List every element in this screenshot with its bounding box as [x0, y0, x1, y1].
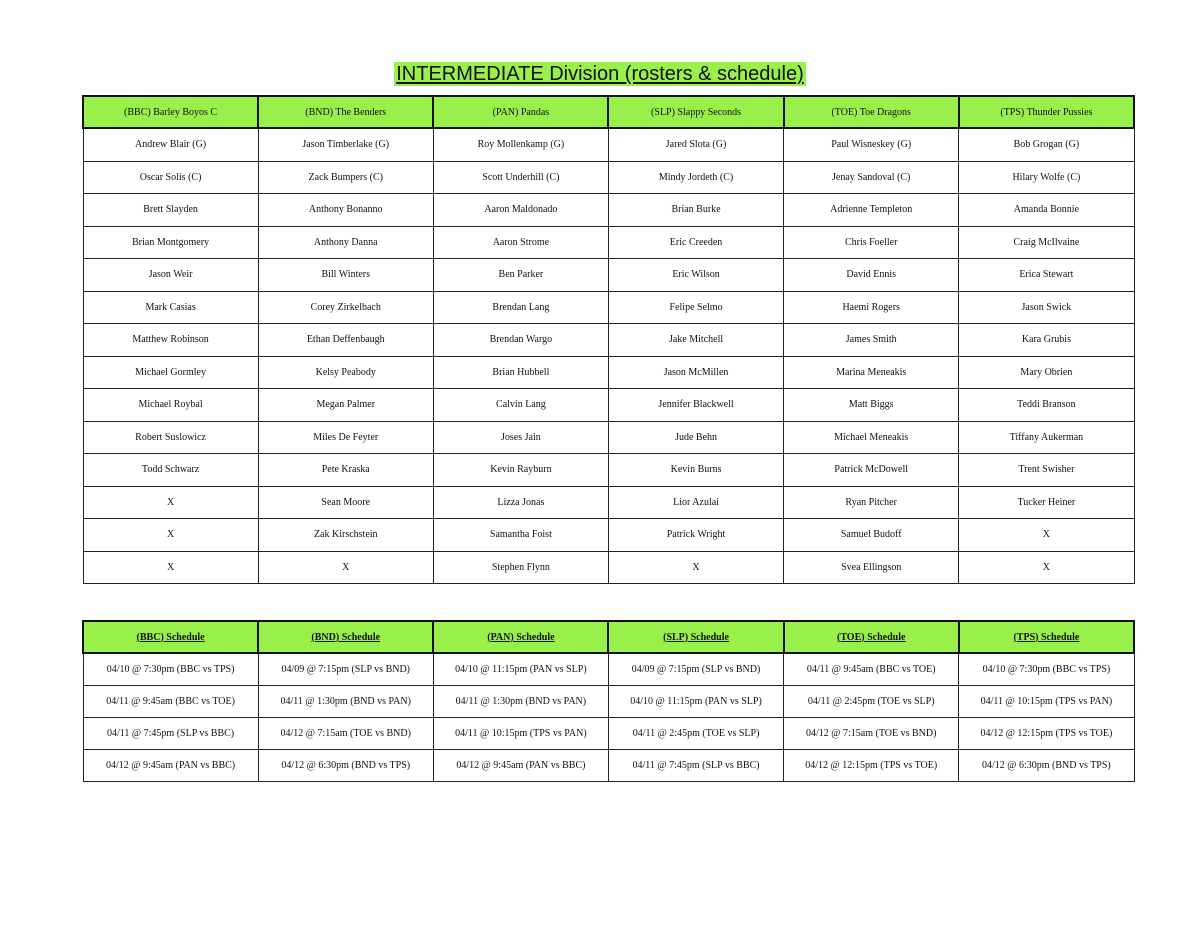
roster-cell: Brian Montgomery: [83, 226, 258, 259]
schedule-cell: 04/12 @ 9:45am (PAN vs BBC): [83, 750, 258, 782]
table-row: [83, 194, 1134, 227]
schedule-header-row: [83, 621, 1134, 653]
roster-cell: X: [608, 551, 783, 584]
schedule-cell: 04/11 @ 10:15pm (TPS vs PAN): [959, 686, 1134, 718]
roster-cell: Jenay Sandoval (C): [784, 161, 959, 194]
table-row: [83, 718, 1134, 750]
schedule-cell: 04/11 @ 2:45pm (TOE vs SLP): [784, 686, 959, 718]
schedule-cell: 04/12 @ 6:30pm (BND vs TPS): [959, 750, 1134, 782]
schedule-cell: 04/12 @ 9:45am (PAN vs BBC): [433, 750, 608, 782]
schedule-header-cell: (TPS) Schedule: [959, 621, 1134, 653]
schedule-cell: 04/11 @ 9:45am (BBC vs TOE): [784, 653, 959, 686]
schedule-cell: 04/12 @ 7:15am (TOE vs BND): [784, 718, 959, 750]
roster-cell: X: [258, 551, 433, 584]
roster-cell: Haemi Rogers: [784, 291, 959, 324]
roster-cell: Patrick Wright: [608, 519, 783, 552]
schedule-cell: 04/12 @ 6:30pm (BND vs TPS): [258, 750, 433, 782]
roster-cell: Joses Jain: [433, 421, 608, 454]
table-row: [83, 389, 1134, 422]
roster-cell: Michael Roybal: [83, 389, 258, 422]
schedule-cell: 04/11 @ 1:30pm (BND vs PAN): [433, 686, 608, 718]
roster-cell: X: [83, 551, 258, 584]
roster-cell: X: [83, 519, 258, 552]
roster-cell: James Smith: [784, 324, 959, 357]
roster-cell: Eric Wilson: [608, 259, 783, 292]
table-row: [83, 421, 1134, 454]
roster-cell: Chris Foeller: [784, 226, 959, 259]
roster-cell: Kevin Burns: [608, 454, 783, 487]
roster-cell: Michael Gormley: [83, 356, 258, 389]
table-row: [83, 259, 1134, 292]
roster-cell: Samantha Foist: [433, 519, 608, 552]
schedule-cell: 04/11 @ 9:45am (BBC vs TOE): [83, 686, 258, 718]
roster-cell: Todd Schwarz: [83, 454, 258, 487]
roster-cell: Lior Azulai: [608, 486, 783, 519]
roster-cell: Ryan Pitcher: [784, 486, 959, 519]
table-row: [83, 486, 1134, 519]
schedule-header-cell: (TOE) Schedule: [784, 621, 959, 653]
roster-cell: Eric Creeden: [608, 226, 783, 259]
schedule-header-cell: (BND) Schedule: [258, 621, 433, 653]
roster-cell: Mary Obrien: [959, 356, 1134, 389]
roster-header-cell: (TPS) Thunder Pussies: [959, 96, 1134, 128]
table-row: [83, 324, 1134, 357]
roster-cell: Jason McMillen: [608, 356, 783, 389]
schedule-cell: 04/11 @ 10:15pm (TPS vs PAN): [433, 718, 608, 750]
page-title: INTERMEDIATE Division (rosters & schedule): [396, 63, 804, 85]
roster-cell: Amanda Bonnie: [959, 194, 1134, 227]
roster-cell: Brian Hubbell: [433, 356, 608, 389]
roster-cell: Tucker Heiner: [959, 486, 1134, 519]
schedule-table: [82, 620, 1135, 782]
roster-header-cell: (TOE) Toe Dragons: [784, 96, 959, 128]
roster-cell: Andrew Blair (G): [83, 128, 258, 161]
roster-header: [83, 96, 1134, 128]
roster-table: [82, 95, 1135, 584]
roster-body: [83, 128, 1134, 584]
roster-cell: Jason Swick: [959, 291, 1134, 324]
table-row: [83, 454, 1134, 487]
roster-cell: Roy Mollenkamp (G): [433, 128, 608, 161]
roster-cell: Lizza Jonas: [433, 486, 608, 519]
roster-cell: Matt Biggs: [784, 389, 959, 422]
roster-cell: Hilary Wolfe (C): [959, 161, 1134, 194]
roster-cell: Jude Behn: [608, 421, 783, 454]
roster-cell: X: [959, 519, 1134, 552]
roster-cell: Ethan Deffenbaugh: [258, 324, 433, 357]
roster-cell: Tiffany Aukerman: [959, 421, 1134, 454]
table-row: [83, 226, 1134, 259]
table-row: [83, 551, 1134, 584]
roster-cell: Kelsy Peabody: [258, 356, 433, 389]
schedule-cell: 04/12 @ 12:15pm (TPS vs TOE): [959, 718, 1134, 750]
roster-cell: X: [959, 551, 1134, 584]
roster-cell: Jared Slota (G): [608, 128, 783, 161]
roster-cell: Pete Kraska: [258, 454, 433, 487]
roster-cell: Robert Suslowicz: [83, 421, 258, 454]
roster-cell: Corey Zirkelbach: [258, 291, 433, 324]
schedule-cell: 04/09 @ 7:15pm (SLP vs BND): [258, 653, 433, 686]
schedule-cell: 04/11 @ 1:30pm (BND vs PAN): [258, 686, 433, 718]
schedule-cell: 04/10 @ 11:15pm (PAN vs SLP): [433, 653, 608, 686]
roster-cell: Samuel Budoff: [784, 519, 959, 552]
roster-cell: Zak Kirschstein: [258, 519, 433, 552]
schedule-cell: 04/10 @ 7:30pm (BBC vs TPS): [83, 653, 258, 686]
roster-cell: Ben Parker: [433, 259, 608, 292]
roster-cell: Michael Meneakis: [784, 421, 959, 454]
roster-cell: Erica Stewart: [959, 259, 1134, 292]
roster-cell: Aaron Maldonado: [433, 194, 608, 227]
table-row: [83, 686, 1134, 718]
table-row: [83, 653, 1134, 686]
roster-cell: Trent Swisher: [959, 454, 1134, 487]
schedule-header-cell: (SLP) Schedule: [608, 621, 783, 653]
roster-cell: Jake Mitchell: [608, 324, 783, 357]
roster-cell: Kevin Rayburn: [433, 454, 608, 487]
roster-cell: Bob Grogan (G): [959, 128, 1134, 161]
roster-cell: Marina Meneakis: [784, 356, 959, 389]
roster-cell: Kara Grubis: [959, 324, 1134, 357]
roster-cell: Anthony Bonanno: [258, 194, 433, 227]
roster-header-cell: (SLP) Slappy Seconds: [608, 96, 783, 128]
roster-cell: Zack Bumpers (C): [258, 161, 433, 194]
roster-cell: Calvin Lang: [433, 389, 608, 422]
roster-cell: Brett Slayden: [83, 194, 258, 227]
roster-cell: Brendan Wargo: [433, 324, 608, 357]
roster-cell: Svea Ellingson: [784, 551, 959, 584]
roster-cell: Brendan Lang: [433, 291, 608, 324]
schedule-cell: 04/09 @ 7:15pm (SLP vs BND): [608, 653, 783, 686]
roster-header-cell: (PAN) Pandas: [433, 96, 608, 128]
roster-cell: Stephen Flynn: [433, 551, 608, 584]
roster-cell: Sean Moore: [258, 486, 433, 519]
roster-cell: Jennifer Blackwell: [608, 389, 783, 422]
schedule-cell: 04/11 @ 7:45pm (SLP vs BBC): [83, 718, 258, 750]
schedule-header: [83, 621, 1134, 653]
schedule-header-cell: (PAN) Schedule: [433, 621, 608, 653]
roster-header-cell: (BBC) Barley Boyos C: [83, 96, 258, 128]
roster-cell: Anthony Danna: [258, 226, 433, 259]
table-row: [83, 161, 1134, 194]
roster-cell: X: [83, 486, 258, 519]
roster-cell: Patrick McDowell: [784, 454, 959, 487]
roster-cell: Aaron Strome: [433, 226, 608, 259]
roster-cell: Jason Weir: [83, 259, 258, 292]
table-row: [83, 291, 1134, 324]
roster-header-cell: (BND) The Benders: [258, 96, 433, 128]
schedule-body: [83, 653, 1134, 782]
schedule-cell: 04/10 @ 7:30pm (BBC vs TPS): [959, 653, 1134, 686]
roster-cell: Bill Winters: [258, 259, 433, 292]
roster-cell: Mark Casias: [83, 291, 258, 324]
table-row: [83, 128, 1134, 161]
roster-cell: Miles De Feyter: [258, 421, 433, 454]
roster-cell: Craig McIlvaine: [959, 226, 1134, 259]
roster-cell: Matthew Robinson: [83, 324, 258, 357]
title-wrap: [0, 62, 1200, 86]
schedule-cell: 04/12 @ 7:15am (TOE vs BND): [258, 718, 433, 750]
roster-cell: Mindy Jordeth (C): [608, 161, 783, 194]
roster-cell: Adrienne Templeton: [784, 194, 959, 227]
table-row: [83, 519, 1134, 552]
roster-cell: Paul Wisneskey (G): [784, 128, 959, 161]
roster-cell: David Ennis: [784, 259, 959, 292]
table-row: [83, 356, 1134, 389]
schedule-cell: 04/12 @ 12:15pm (TPS vs TOE): [784, 750, 959, 782]
roster-header-row: [83, 96, 1134, 128]
roster-cell: Teddi Branson: [959, 389, 1134, 422]
roster-cell: Oscar Solis (C): [83, 161, 258, 194]
schedule-cell: 04/10 @ 11:15pm (PAN vs SLP): [608, 686, 783, 718]
roster-cell: Brian Burke: [608, 194, 783, 227]
schedule-header-cell: (BBC) Schedule: [83, 621, 258, 653]
roster-cell: Felipe Selmo: [608, 291, 783, 324]
schedule-cell: 04/11 @ 2:45pm (TOE vs SLP): [608, 718, 783, 750]
roster-cell: Jason Timberlake (G): [258, 128, 433, 161]
roster-cell: Scott Underhill (C): [433, 161, 608, 194]
schedule-cell: 04/11 @ 7:45pm (SLP vs BBC): [608, 750, 783, 782]
table-row: [83, 750, 1134, 782]
roster-cell: Megan Palmer: [258, 389, 433, 422]
